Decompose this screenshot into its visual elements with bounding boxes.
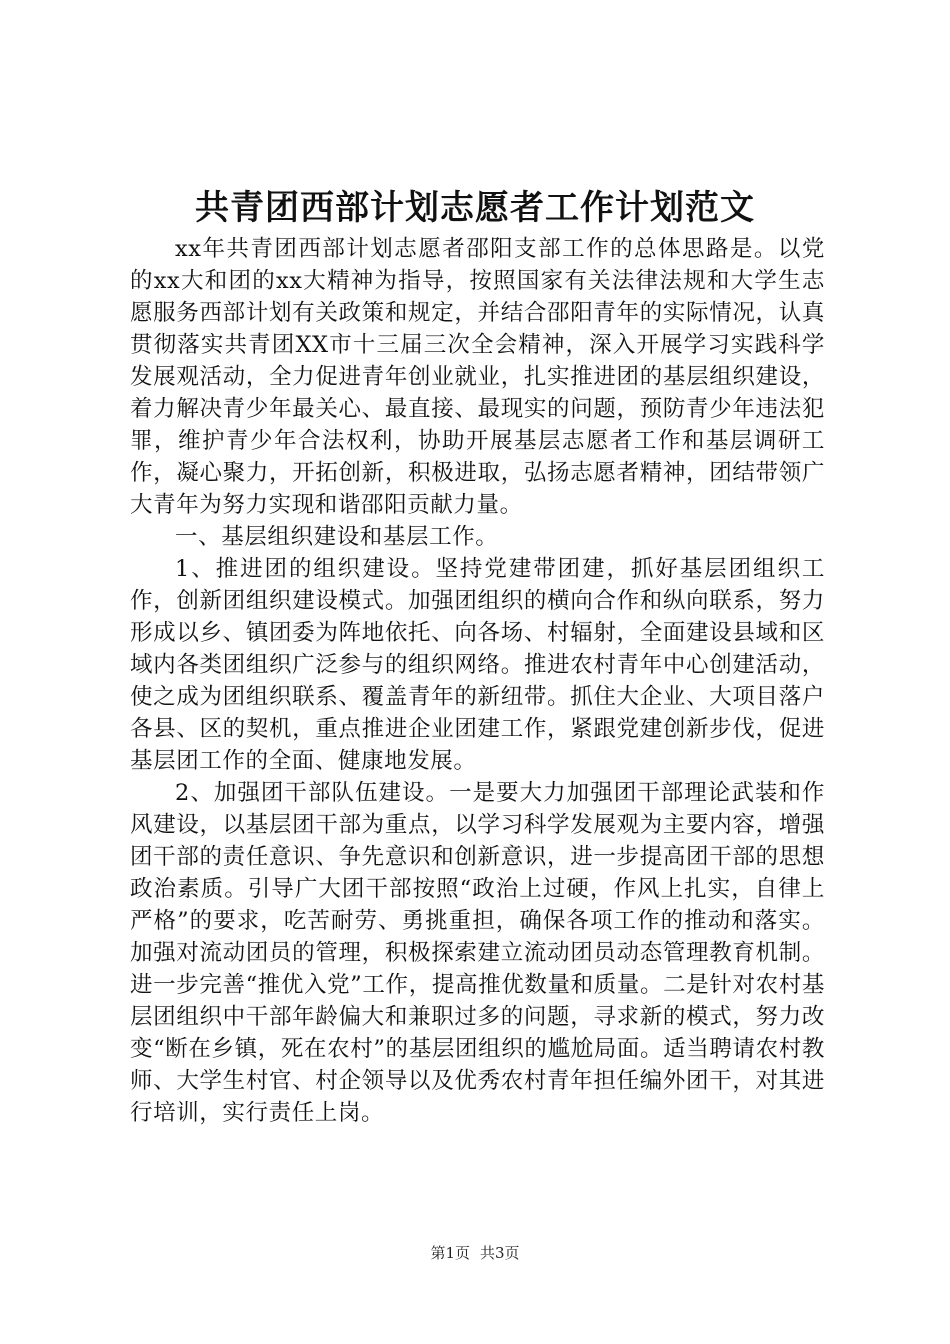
document-body [130,233,825,1129]
page-total: 共3页 [480,1244,520,1262]
section-heading-1: 一、基层组织建设和基层工作。 [175,524,499,550]
page-number: 第1页 [430,1244,470,1262]
paragraph-item-2: 2、加强团干部队伍建设。一是要大力加强团干部理论武装和作风建设，以基层团干部为重点，以学习科学发展观为主要内容，增强团干部的责任意识、争先意识和创新意识，进一步提高团干部的思想政治素质。引导广大团干部按照“政治上过硬，作风上扎实，自律上严格”的要求，吃苦耐劳、勇挑重担，确保各项工作的推动和落实。加强对流动团员的管理，积极探索建立流动团员动态管理教育机制。进一步完善“推优入党”工作，提高推优数量和质量。二是针对农村基层团组织中干部年龄偏大和兼职过多的问题，寻求新的模式，努力改变“断在乡镇，死在农村”的基层团组织的尴尬局面。适当聘请农村教师、大学生村官、村企领导以及优秀农村青年担任编外团干，对其进行培训，实行责任上岗。 [130,780,825,1126]
page-footer [0,1242,950,1264]
paragraph-item-1: 1、推进团的组织建设。坚持党建带团建，抓好基层团组织工作，创新团组织建设模式。加强团组织的横向合作和纵向联系，努力形成以乡、镇团委为阵地依托、向各场、村辐射，全面建设县域和区域内各类团组织广泛参与的组织网络。推进农村青年中心创建活动，使之成为团组织联系、覆盖青年的新纽带。抓住大企业、大项目落户各县、区的契机，重点推进企业团建工作，紧跟党建创新步伐，促进基层团工作的全面、健康地发展。 [130,556,825,774]
document-title: 共青团西部计划志愿者工作计划范文 [195,188,755,228]
paragraph-overview: xx年共青团西部计划志愿者邵阳支部工作的总体思路是。以党的xx大和团的xx大精神为指导，按照国家有关法律法规和大学生志愿服务西部计划有关政策和规定，并结合邵阳青年的实际情况，认真贯彻落实共青团XX市十三届三次全会精神，深入开展学习实践科学发展观活动，全力促进青年创业就业，扎实推进团的基层组织建设，着力解决青少年最关心、最直接、最现实的问题，预防青少年违法犯罪，维护青少年合法权利，协助开展基层志愿者工作和基层调研工作，凝心聚力，开拓创新，积极进取，弘扬志愿者精神，团结带领广大青年为努力实现和谐邵阳贡献力量。 [130,236,825,518]
